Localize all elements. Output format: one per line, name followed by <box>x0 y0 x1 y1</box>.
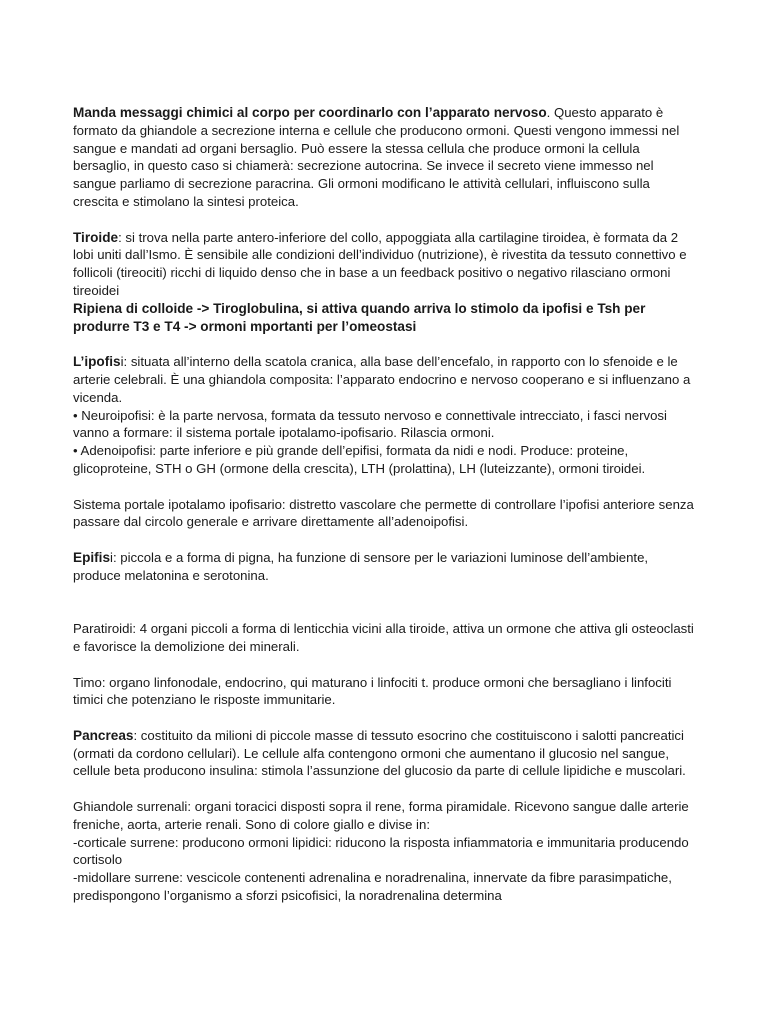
intro-lead: Manda messaggi chimici al corpo per coordinarlo con l’apparato nervoso <box>73 105 547 120</box>
tiroide-lead: Tiroide <box>73 229 119 245</box>
timo-paragraph: Timo: organo linfonodale, endocrino, qui maturano i linfociti t. produce ormoni che bersagliano i linfociti timici che potenziano le risposte immunitarie. <box>73 674 672 708</box>
sistema-portale-paragraph: Sistema portale ipotalamo ipofisario: distretto vascolare che permette di controllare l’ipofisi anteriore senza passare dal circolo generale e arrivare direttamente all’adenoipofisi. <box>73 496 694 530</box>
spacer <box>73 478 697 496</box>
midollare-item: -midollare surrene: vescicole contenenti adrenalina e noradrenalina, innervate da fibre parasimpatiche, predispongono l’organismo a sforzi psicofisici, la noradrenalina determina <box>73 870 672 904</box>
pancreas-lead: Pancreas <box>73 727 134 743</box>
spacer <box>73 531 697 549</box>
ipofisi-lead: L’ipofis <box>73 354 121 370</box>
paratiroidi-paragraph: Paratiroidi: 4 organi piccoli a forma di lenticchia vicini alla tiroide, attiva un ormone che attiva gli osteoclasti e favorisce la demolizione dei minerali. <box>73 621 694 654</box>
spacer <box>73 656 697 674</box>
adenoipofisi-bullet: • Adenoipofisi: parte inferiore e più grande dell’epifisi, formata da nidi e nodi. Produce: proteine, glicoproteine, STH o GH (ormone della crescita), LTH (prolattina), LH (luteizzante), ormoni tiroidei. <box>73 443 646 476</box>
corticale-item: -corticale surrene: producono ormoni lipidici: riducono la risposta infiammatoria e immunitaria producendo cortisolo <box>73 834 689 868</box>
spacer <box>73 585 697 621</box>
epifisi-paragraph <box>73 549 697 585</box>
surrenali-paragraph: Ghiandole surrenali: organi toracici disposti sopra il rene, forma piramidale. Ricevono sangue dalle arterie freniche, aorta, arterie renali. Sono di colore giallo e divise in: <box>73 799 689 832</box>
tiroide-paragraph <box>73 229 697 300</box>
spacer <box>73 780 697 798</box>
document-body <box>73 104 697 905</box>
ipofisi-body: i: situata all’interno della scatola cranica, alla base dell’encefalo, in rapporto con lo sfenoide e le arterie celebrali. È una ghiandola composita: l’apparato endocrino e nervoso cooperano e si influenzano a vicenda. <box>73 354 691 405</box>
spacer <box>73 211 697 229</box>
tiroide-bold-note: Ripiena di colloide -> Tiroglobulina, si attiva quando arriva lo stimolo da ipofisi e Tsh per produrre T3 e T4 -> ormoni mportanti per l’omeostasi <box>73 300 646 334</box>
pancreas-body: : costituito da milioni di piccole masse di tessuto esocrino che costituiscono i salotti pancreatici (ormati da cordono cellulari). Le cellule alfa contengono ormoni che aumentano il glucosio nel sangue, cellule beta producono insulina: stimola l’assunzione del glucosio da parte di cellule lipidiche e muscolari. <box>73 727 686 779</box>
pancreas-paragraph <box>73 727 697 780</box>
intro-body: . Questo apparato è formato da ghiandole a secrezione interna e cellule che producono ormoni. Questi vengono immessi nel sangue e mandati ad organi bersaglio. Può essere la stessa cellula che produce ormoni la cellula bersaglio, in questo caso si chiamerà: secrezione autocrina. Se invece il secreto viene immesso nel sangue parliamo di secrezione paracrina. Gli ormoni modificano le attività cellulari, influiscono sulla crescita e stimolano la sintesi proteica. <box>73 105 680 209</box>
spacer <box>73 709 697 727</box>
tiroide-body: : si trova nella parte antero-inferiore del collo, appoggiata alla cartilagine tiroidea, è formata da 2 lobi uniti dall’Ismo. È sensibile alle condizioni dell’individuo (nutrizione), è rivestita da tessuto connettivo e follicoli (tireociti) ricchi di liquido denso che in base a un feedback positivo o negativo rilasciano ormoni tireoidei <box>73 229 687 298</box>
spacer <box>73 335 697 353</box>
epifisi-lead: Epifis <box>73 549 111 565</box>
ipofisi-paragraph <box>73 353 697 406</box>
intro-paragraph <box>73 104 697 211</box>
epifisi-body: i: piccola e a forma di pigna, ha funzione di sensore per le variazioni luminose dell’ambiente, produce melatonina e serotonina. <box>73 549 649 583</box>
neuroipofisi-bullet: • Neuroipofisi: è la parte nervosa, formata da tessuto nervoso e connettivale intrecciato, i fasci nervosi vanno a formare: il sistema portale ipotalamo-ipofisario. Rilascia ormoni. <box>73 407 667 441</box>
